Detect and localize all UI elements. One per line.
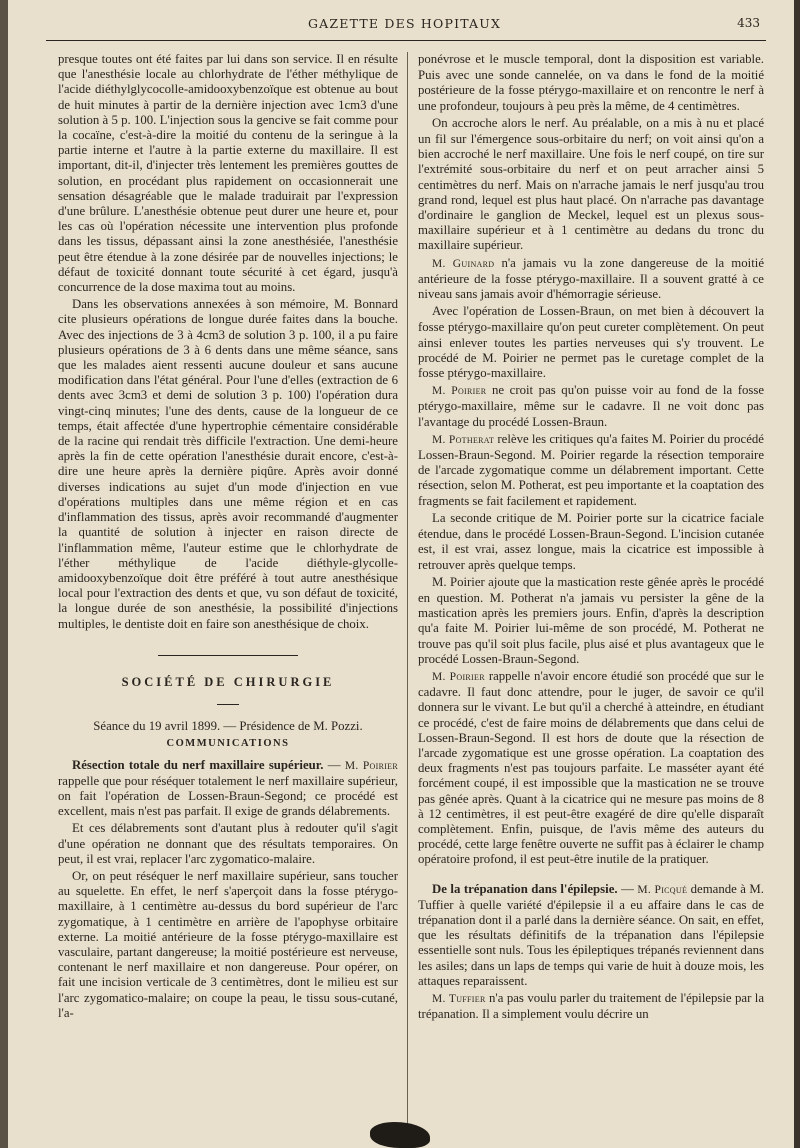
speaker-name: M. Poirier: [432, 670, 485, 683]
paragraph-text: ponévrose et le muscle temporal, dont la disposition est variable. Puis avec une sonde cannelée, on va dans le fond de la moitié postérieure de la fosse ptérygo-maxillaire et on rencontre le nerf à une profondeur, toujours à peu près la même, de 4 centimètres.: [418, 52, 764, 113]
section-ornament: [58, 648, 398, 663]
paragraph-text: M. Poirier ajoute que la mastication reste gênée après le procédé en question. M. Potherat n'a jamais vu persister la gêne de la mastication après les premiers jours. Enfin, d'après la description qu'a faite M. Poirier lui-même de son procédé, M. Potherat ne trouve pas qu'il soit plus facile, plus aisé et plus avantageux que le procédé Lossen-Braun-Segond.: [418, 574, 764, 666]
article-text: rappelle que pour réséquer totalement le nerf maxillaire supérieur, on fait l'opération de Lossen-Braun-Segond; ce procédé est excellent, mais n'est pas parfait. Il exige de grands délabrements.: [58, 773, 398, 819]
article-title: De la trépanation dans l'épilepsie.: [432, 881, 618, 896]
section-rule: [217, 704, 239, 705]
paragraph-text: Avec l'opération de Lossen-Braun, on met bien à découvert la fosse ptérygo-maxillaire qu'on peut cureter complètement. On peut ainsi enlever toutes les parties nerveuses qui s'y trouvent. Le procédé de M. Poirier ne permet pas le curetage complet de la fosse ptérygo-maxillaire.: [418, 304, 764, 381]
article-paragraph: Résection totale du nerf maxillaire supérieur. — M. Poirier rappelle que pour réséquer totalement le nerf maxillaire supérieur, on fait l'opération de Lossen-Braun-Segond; ce procédé est excellent, mais n'est pas parfait. Il exige de grands délabrements.: [58, 757, 398, 819]
page-number: 433: [737, 16, 760, 30]
paragraph: [418, 432, 764, 509]
page-edge-shadow: [0, 0, 8, 1148]
paragraph-text: ne croit pas qu'on puisse voir au fond de la fosse ptérygo-maxillaire, même sur le cadavre. Il ne voit donc pas l'avantage du procédé Lossen-Braun.: [418, 383, 764, 429]
paragraph: [418, 52, 764, 114]
paragraph-text: n'a jamais vu la zone dangereuse de la moitié antérieure de la fosse ptérygo-maxillaire. Il a souvent gratté à ce niveau sans jamais avoir d'hémorragie sérieuse.: [418, 255, 765, 302]
speaker-name: M. Picqué: [637, 883, 688, 896]
paragraph-text: relève les critiques qu'a faites M. Poirier du procédé Lossen-Braun-Segond. M. Poirier regarde la résection temporaire de l'arcade zygomatique comme un délabrement important. Cette résection, selon M. Potherat, est peu importante et la coaptation des fragments se fait facilement et rapidement.: [418, 431, 764, 508]
speaker-name: M. Poirier: [344, 759, 398, 772]
speaker-name: M. Potherat: [432, 433, 495, 446]
paragraph: [418, 669, 764, 868]
paragraph: [418, 383, 764, 430]
paragraph: Dans les observations annexées à son mémoire, M. Bonnard cite plusieurs opérations de longue durée faites dans la bouche. Avec des injections de 3 à 4cm3 de solution 3 p. 100, il a pu faire plusieurs opérations de 3 à 6 dents dans une même séance, sans que les malades aient ressenti aucune douleur et sans aucune modification dans l'état général. Pour l'une d'elles (extraction de 6 dents avec 3cm3 et demi de solution 3 p. 100) l'opération dura vingt-cinq minutes; l'une des dents, cause de la longueur de ce temps, était affectée d'une hypertrophie cémentaire considérable de la racine qui rendait très difficile l'extraction. Une demi-heure après la fin de cette opération l'anesthésie durait encore, c'est-à-dire une heure après la dernière piqûre. Après avoir donné diverses indications au sujet d'un mode d'injection en vue d'opérations multiples dans une même région et en cas d'inflammation des tissus, après avoir recommandé d'augmenter la quantité de solution à injecter en raison directe de l'inflammation même, l'auteur estime que le chlorhydrate de l'éther méthylique de l'acide diéthyle-glycolle-amidooxybenzoïque doit être préféré à tout autre anesthésique local pour l'extraction des dents et que, vu son défaut de toxicité, la longue durée de son anesthésie, la possibilité d'injections multiples, le dentiste doit en faire son anesthésique de choix.: [58, 297, 398, 631]
paragraph-text: On accroche alors le nerf. Au préalable, on a mis à nu et placé un fil sur l'émergence sous-orbitaire du nerf; on voit ainsi qu'on a bien accroché le nerf maxillaire. Une fois le nerf coupé, on tire sur l'extrémité sous-orbitaire du nerf et on peut arracher ainsi 5 centimètres du nerf. Mais on n'arrache jamais le nerf jusqu'au trou grand rond, lequel est plus haut placé. On n'arrache pas davantage d'ordinaire le ganglion de Meckel, lequel est un plexus sous-maxillaire supérieur et à 1 centimètre au dedans du tronc du maxillaire supérieur.: [418, 115, 764, 253]
paragraph: presque toutes ont été faites par lui dans son service. Il en résulte que l'anesthésie locale au chlorhydrate de l'éther méthylique de l'acide diéthylglycocolle-amidooxybenzoïque est obtenue au bout de huit minutes à partir de la dernière injection avec 1cm3 d'une solution à 5 p. 100. L'injection sous la gencive se fait comme pour la cocaïne, c'est-à-dire la moitié du contenu de la seringue à la partie interne et l'autre à la partie externe du maxillaire. Il est important, dit-il, d'injecter très lentement les premières gouttes de solution, en procédant plus rapidement on occasionnerait une sensation désagréable que le malade traduirait par l'expression d'une brûlure. L'anesthésie obtenue peut durer une heure et, pour les cas où l'opération nécessite une intervention plus profonde dans les tissus, dépassant ainsi la zone anesthésiée, l'anesthésie peut être étendue à la zone désirée par de nouvelles injections; le défaut de toxicité donnant toute sécurité à cet égard, jusqu'à concurrence de la dose maxima tout au moins.: [58, 52, 398, 295]
article-paragraph: De la trépanation dans l'épilepsie. — M. Picqué demande à M. Tuffier à quelle variété d'épilepsie il a eu affaire dans le cas de trépanation dont il a parlé dans la dernière séance. On sait, en effet, que les résultats définitifs de la trépanation dans l'épilepsie essentielle sont nuls. Tous les épileptiques trépanés reviennent dans les asiles; dans un laps de temps qui varie de huit à douze mois, les attaques reparaissent.: [418, 881, 765, 988]
section-title: SOCIÉTÉ DE CHIRURGIE: [121, 674, 335, 689]
paragraph: Or, on peut réséquer le nerf maxillaire supérieur, sans toucher au squelette. En effet, le nerf s'aperçoit dans la fosse ptérygo-maxillaire, à 1 centimètre au-dessus du bord supérieur de l'arc zygomatique, à 1 centimètre en arrière de l'apophyse orbitaire externe. La moitié antérieure de la fosse ptérygo-maxillaire est vasculaire, partant dangereuse; la moitié postérieure est nerveuse, contenant le nerf maxillaire et non dangereuse. Pour opérer, on fait une incision verticale de 3 centimètres, dont le milieu est sur l'arc zygomatico-malaire; on coupe la peau, le tissu sous-cutané, l'a-: [58, 868, 398, 1020]
ink-stamp-mark: [370, 1122, 430, 1148]
paragraph-text: n'a pas voulu parler du traitement de l'épilepsie par la trépanation. Il a simplement voulu décrire un: [418, 990, 764, 1022]
speaker-name: M. Tuffier: [432, 992, 486, 1005]
article-text: demande à M. Tuffier à quelle variété d'épilepsie il a eu affaire dans le cas de trépanation dont il a parlé dans la dernière séance. On sait, en effet, que les résultats définitifs de la trépanation dans l'épilepsie essentielle sont nuls. Tous les épileptiques trépanés reviennent dans les asiles; dans un laps de temps qui varie de huit à douze mois, les attaques reparaissent.: [418, 881, 765, 988]
paragraph: Et ces délabrements sont d'autant plus à redouter qu'il s'agit d'une opération ne donnant que des résultats temporaires. On peut, il est vrai, replacer l'arc zygomatico-malaire.: [58, 821, 398, 866]
paragraph: [418, 116, 764, 254]
paragraph: [418, 575, 764, 667]
paragraph: [418, 991, 764, 1022]
paragraph: [418, 256, 764, 303]
speaker-name: M. Poirier: [432, 385, 487, 398]
seance-line: Séance du 19 avril 1899. — Présidence de M. Pozzi.: [93, 719, 363, 734]
column-divider: [407, 52, 408, 1128]
paragraph: [418, 511, 764, 573]
speaker-name: M. Guinard: [432, 257, 495, 270]
newspaper-page: [8, 0, 794, 1148]
header-rule: [46, 40, 766, 41]
communications-heading: COMMUNICATIONS: [166, 738, 290, 750]
page-header: [8, 14, 794, 38]
paragraph: [418, 304, 764, 381]
paragraph-text: La seconde critique de M. Poirier porte sur la cicatrice faciale étendue, dans le procédé Lossen-Braun-Segond. L'incision cutanée est, il est vrai, assez longue, mais la cicatrice est impossible à retrouver après quelque temps.: [418, 510, 764, 572]
left-column: [58, 52, 398, 1023]
paragraph-text: rappelle n'avoir encore étudié son procédé que sur le cadavre. Il faut donc attendre, pour le juger, de savoir ce qu'il donnera sur le vivant. Le but qu'il a cherché à atteindre, en étudiant ce procédé, c'est de faire moins de délabrements que dans celui de Lossen-Braun-Segond. Il est hors de doute que la résection de l'arcade zygomatique est une grosse opération. La coaptation des deux fragments n'est pas toujours parfaite. Le masséter ayant été forcément coupé, il est impossible que la mastication ne se trouve pas gênée après. Quant à la cicatrice qui ne mesure pas moins de 8 à 12 centimètres, il est peut-être exagéré de dire qu'elle disparaît complètement. Enfin, puisque, de l'avis même des auteurs du procédé, cette large fenêtre ouverte ne suffit pas à éclairer le champ opératoire profond, il est peut-être inutile de la pratiquer.: [418, 668, 764, 867]
journal-title: GAZETTE DES HOPITAUX: [308, 16, 502, 31]
article-title: Résection totale du nerf maxillaire supérieur.: [72, 757, 324, 772]
right-column: [418, 52, 764, 1024]
